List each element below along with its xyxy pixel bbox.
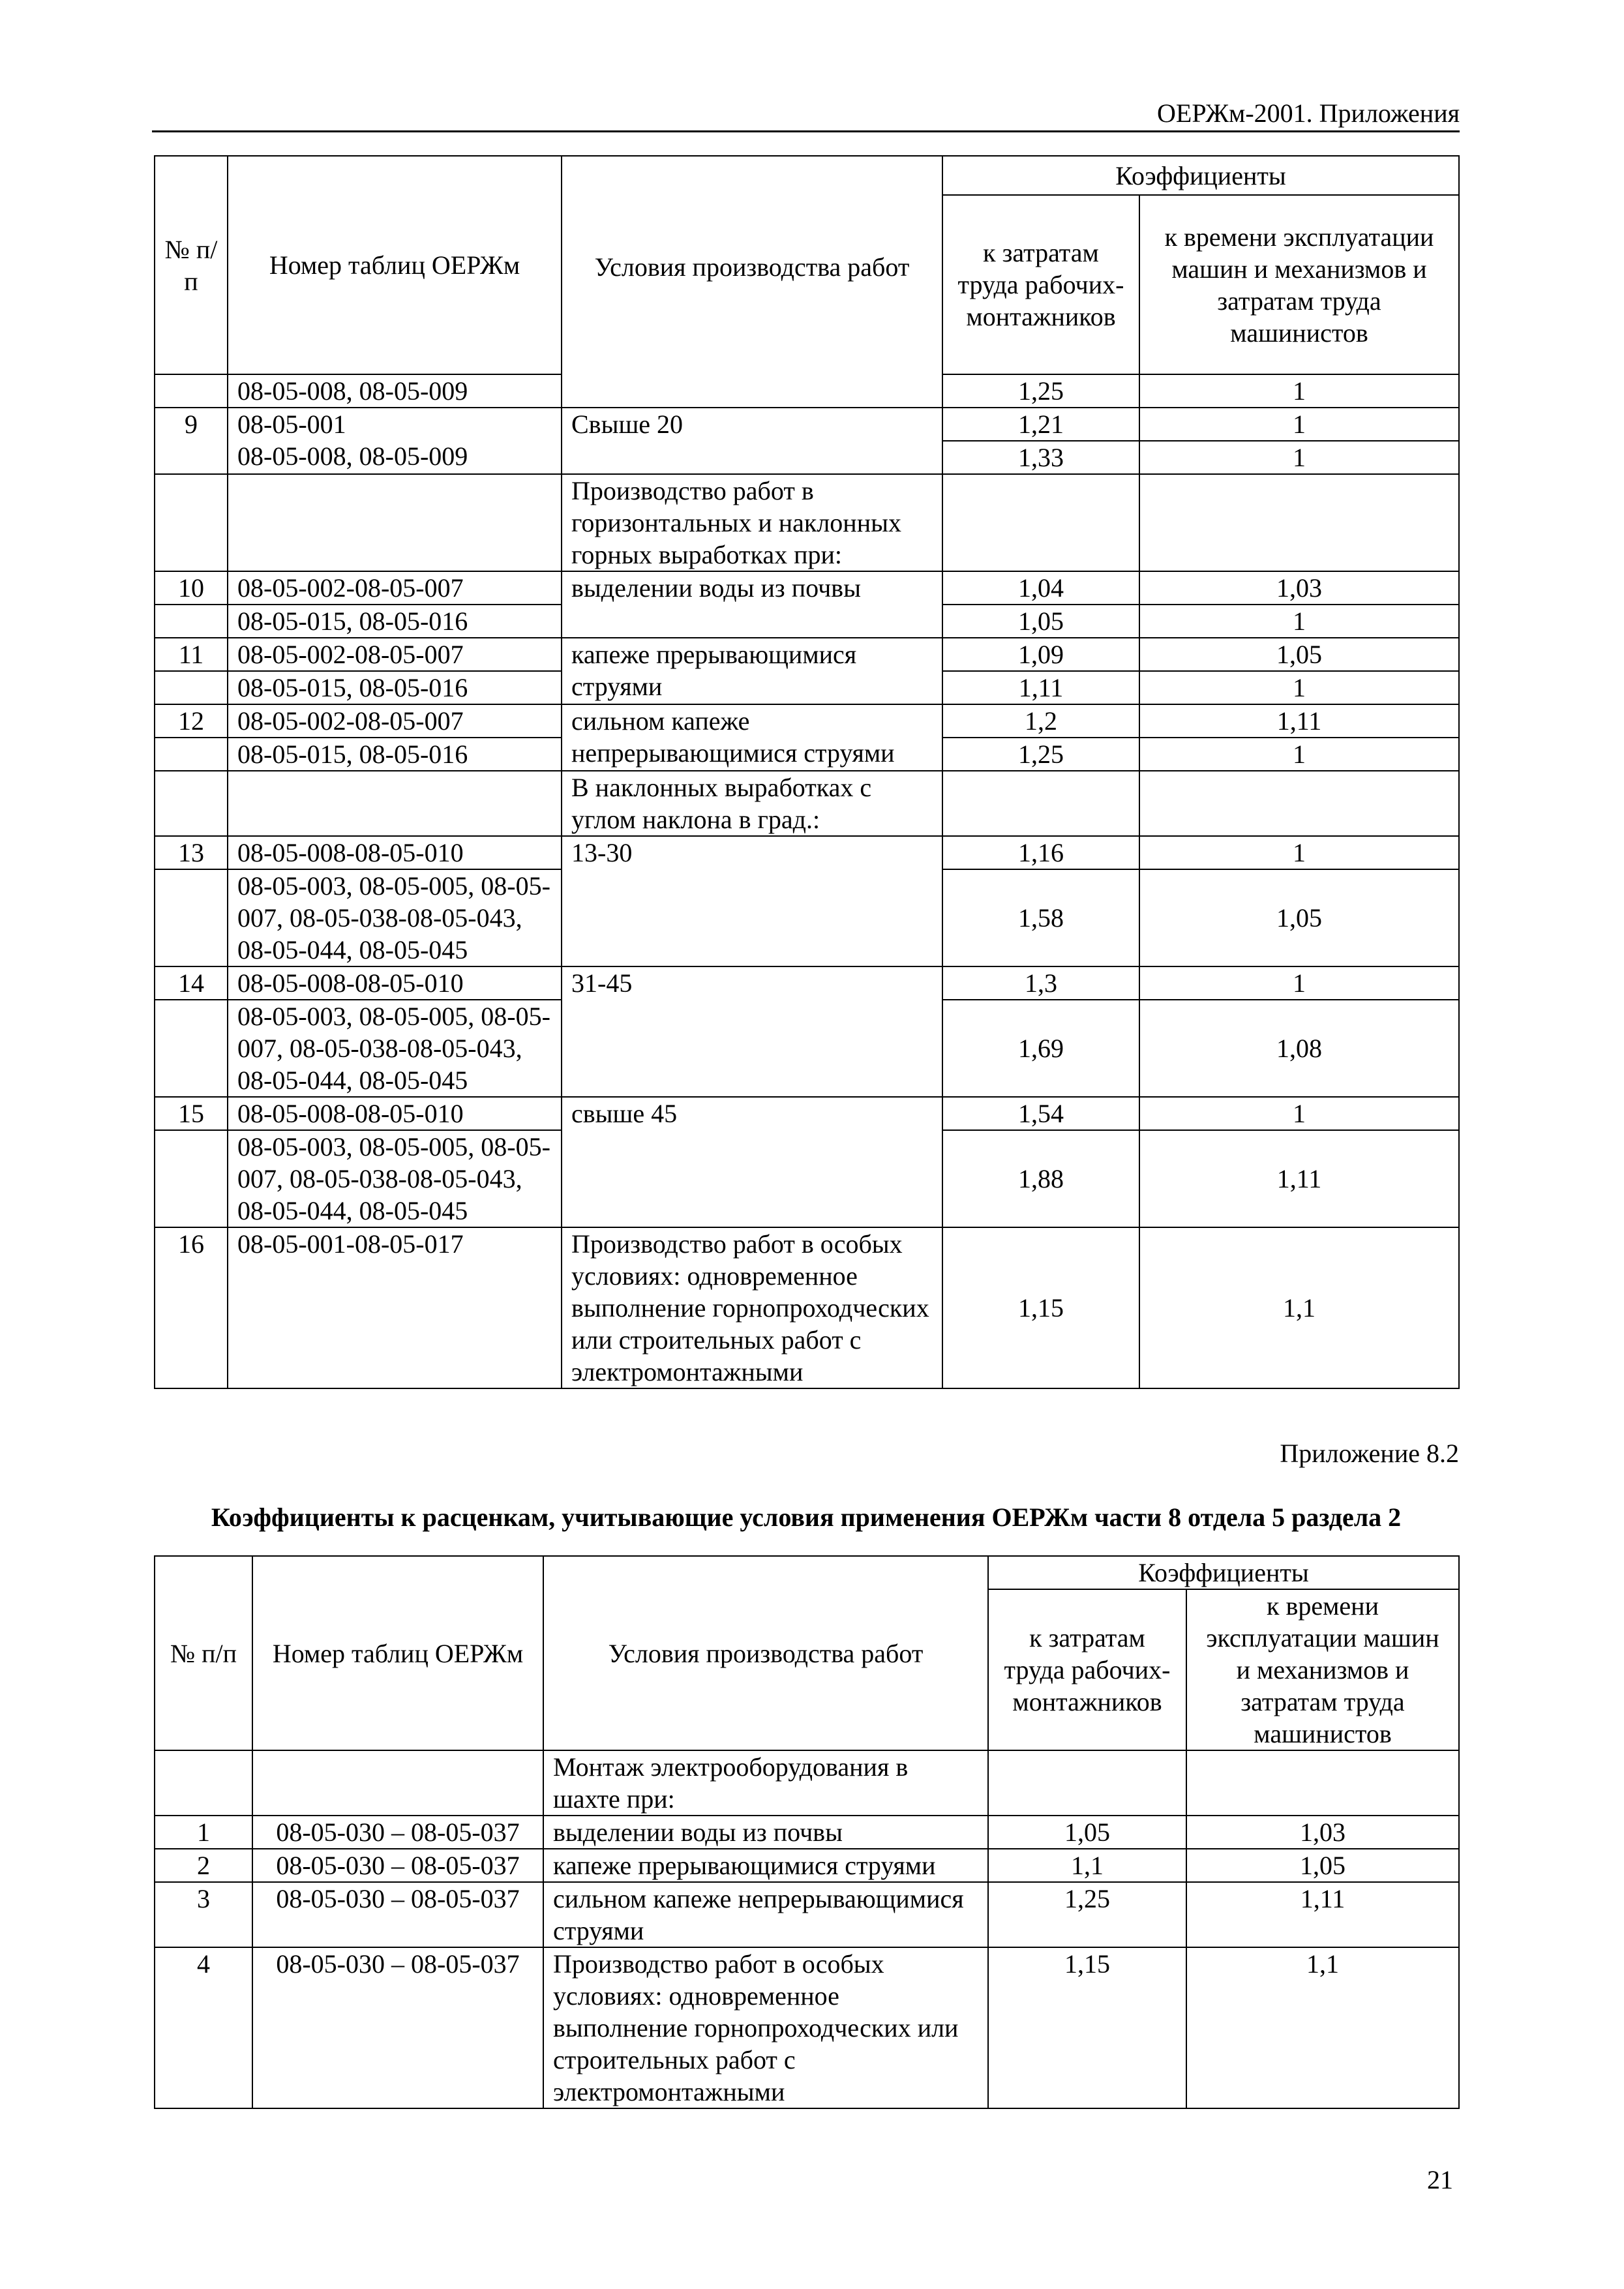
header-conditions: Условия производства работ bbox=[562, 156, 942, 408]
cell-conditions: капеже прерывающимися струями bbox=[562, 638, 942, 704]
cell-labor: 1,25 bbox=[988, 1882, 1186, 1947]
cell-num bbox=[155, 1750, 252, 1816]
cell-labor bbox=[942, 474, 1139, 571]
cell-labor: 1,15 bbox=[988, 1947, 1186, 2108]
cell-labor: 1,88 bbox=[942, 1130, 1139, 1227]
cell-num: 9 bbox=[155, 408, 228, 474]
cell-machines: 1 bbox=[1139, 836, 1459, 869]
cell-tables: 08-05-002-08-05-007 bbox=[228, 638, 562, 671]
cell-machines: 1,05 bbox=[1139, 638, 1459, 671]
cell-tables bbox=[228, 771, 562, 836]
cell-tables: 08-05-015, 08-05-016 bbox=[228, 738, 562, 771]
header-conditions: Условия производства работ bbox=[543, 1556, 988, 1750]
cell-conditions: 31-45 bbox=[562, 966, 942, 1097]
cell-machines: 1,05 bbox=[1139, 869, 1459, 966]
cell-conditions: свыше 45 bbox=[562, 1097, 942, 1227]
cell-machines bbox=[1186, 1750, 1459, 1816]
cell-conditions: Производство работ в горизонтальных и наклонных горных выработках при: bbox=[562, 474, 942, 571]
cell-labor bbox=[942, 771, 1139, 836]
cell-tables bbox=[228, 408, 562, 474]
cell-machines: 1 bbox=[1139, 441, 1459, 474]
cell-tables: 08-05-003, 08-05-005, 08-05-007, 08-05-038-08-05-043, 08-05-044, 08-05-045 bbox=[228, 1000, 562, 1097]
cell-labor: 1,15 bbox=[942, 1227, 1139, 1388]
cell-num: 14 bbox=[155, 966, 228, 1000]
cell-labor: 1,05 bbox=[988, 1816, 1186, 1849]
header-num: № п/п bbox=[155, 1556, 252, 1750]
cell-conditions: В наклонных выработках с углом наклона в град.: bbox=[562, 771, 942, 836]
cell-labor: 1,58 bbox=[942, 869, 1139, 966]
cell-num: 2 bbox=[155, 1849, 252, 1882]
cell-tables: 08-05-030 – 08-05-037 bbox=[252, 1816, 543, 1849]
header-machines: к времени эксплуатации машин и механизмов и затратам труда машинистов bbox=[1186, 1589, 1459, 1750]
cell-machines bbox=[1139, 474, 1459, 571]
cell-labor: 1,69 bbox=[942, 1000, 1139, 1097]
cell-tables bbox=[252, 1750, 543, 1816]
cell-conditions: выделении воды из почвы bbox=[562, 571, 942, 638]
cell-num bbox=[155, 1130, 228, 1227]
cell-machines: 1 bbox=[1139, 374, 1459, 408]
cell-labor bbox=[988, 1750, 1186, 1816]
cell-conditions: сильном капеже непрерывающимися струями bbox=[543, 1882, 988, 1947]
cell-num: 4 bbox=[155, 1947, 252, 2108]
cell-num bbox=[155, 771, 228, 836]
cell-conditions: сильном капеже непрерывающимися струями bbox=[562, 704, 942, 771]
cell-tables: 08-05-008-08-05-010 bbox=[228, 836, 562, 869]
cell-tables: 08-05-030 – 08-05-037 bbox=[252, 1882, 543, 1947]
cell-machines: 1 bbox=[1139, 671, 1459, 704]
running-header bbox=[152, 98, 1460, 132]
cell-conditions: 13-30 bbox=[562, 836, 942, 966]
cell-num: 12 bbox=[155, 704, 228, 738]
cell-num: 13 bbox=[155, 836, 228, 869]
cell-tables: 08-05-015, 08-05-016 bbox=[228, 605, 562, 638]
cell-machines: 1,11 bbox=[1139, 704, 1459, 738]
cell-conditions: выделении воды из почвы bbox=[543, 1816, 988, 1849]
table-2-title: Коэффициенты к расценкам, учитывающие условия применения ОЕРЖм части 8 отдела 5 раздела 2 bbox=[211, 1503, 1402, 1532]
page-number: 21 bbox=[1427, 2165, 1453, 2194]
tables-line: 08-05-001 bbox=[237, 410, 346, 439]
cell-tables: 08-05-008-08-05-010 bbox=[228, 966, 562, 1000]
cell-labor: 1,25 bbox=[942, 374, 1139, 408]
header-tables: Номер таблиц ОЕРЖм bbox=[228, 156, 562, 374]
cell-machines: 1,1 bbox=[1139, 1227, 1459, 1388]
cell-tables: 08-05-002-08-05-007 bbox=[228, 571, 562, 605]
header-num: № п/п bbox=[155, 156, 228, 374]
cell-num bbox=[155, 605, 228, 638]
cell-labor: 1,16 bbox=[942, 836, 1139, 869]
cell-labor: 1,09 bbox=[942, 638, 1139, 671]
cell-labor: 1,21 bbox=[942, 408, 1139, 441]
cell-conditions: Свыше 20 bbox=[562, 408, 942, 474]
header-machines: к времени эксплуатации машин и механизмов и затратам труда машинистов bbox=[1139, 195, 1459, 374]
cell-machines: 1,11 bbox=[1139, 1130, 1459, 1227]
cell-machines: 1 bbox=[1139, 966, 1459, 1000]
cell-machines: 1 bbox=[1139, 1097, 1459, 1130]
header-coef: Коэффициенты bbox=[942, 156, 1459, 195]
cell-machines: 1,11 bbox=[1186, 1882, 1459, 1947]
cell-num bbox=[155, 869, 228, 966]
cell-tables: 08-05-003, 08-05-005, 08-05-007, 08-05-038-08-05-043, 08-05-044, 08-05-045 bbox=[228, 869, 562, 966]
cell-conditions: капеже прерывающимися струями bbox=[543, 1849, 988, 1882]
header-coef: Коэффициенты bbox=[988, 1556, 1459, 1589]
cell-tables: 08-05-003, 08-05-005, 08-05-007, 08-05-038-08-05-043, 08-05-044, 08-05-045 bbox=[228, 1130, 562, 1227]
cell-machines bbox=[1139, 771, 1459, 836]
cell-num bbox=[155, 1000, 228, 1097]
cell-labor: 1,1 bbox=[988, 1849, 1186, 1882]
cell-num: 10 bbox=[155, 571, 228, 605]
cell-conditions: Производство работ в особых условиях: одновременное выполнение горнопроходческих или строительных работ с электромонтажными bbox=[562, 1227, 942, 1388]
header-labor: к затратам труда рабочих-монтажников bbox=[942, 195, 1139, 374]
cell-tables: 08-05-015, 08-05-016 bbox=[228, 671, 562, 704]
cell-labor: 1,05 bbox=[942, 605, 1139, 638]
cell-tables bbox=[228, 474, 562, 571]
cell-machines: 1,05 bbox=[1186, 1849, 1459, 1882]
cell-machines: 1,03 bbox=[1186, 1816, 1459, 1849]
coefficients-table-1 bbox=[154, 155, 1460, 1389]
cell-conditions: Производство работ в особых условиях: одновременное выполнение горнопроходческих или строительных работ с электромонтажными bbox=[543, 1947, 988, 2108]
cell-machines: 1 bbox=[1139, 605, 1459, 638]
cell-num: 16 bbox=[155, 1227, 228, 1388]
cell-tables: 08-05-001-08-05-017 bbox=[228, 1227, 562, 1388]
cell-tables: 08-05-030 – 08-05-037 bbox=[252, 1849, 543, 1882]
cell-labor: 1,3 bbox=[942, 966, 1139, 1000]
cell-num bbox=[155, 738, 228, 771]
cell-labor: 1,04 bbox=[942, 571, 1139, 605]
cell-tables: 08-05-030 – 08-05-037 bbox=[252, 1947, 543, 2108]
header-tables: Номер таблиц ОЕРЖм bbox=[252, 1556, 543, 1750]
cell-tables: 08-05-002-08-05-007 bbox=[228, 704, 562, 738]
cell-labor: 1,11 bbox=[942, 671, 1139, 704]
cell-machines: 1,08 bbox=[1139, 1000, 1459, 1097]
cell-tables: 08-05-008, 08-05-009 bbox=[228, 374, 562, 408]
cell-machines: 1 bbox=[1139, 408, 1459, 441]
cell-labor: 1,33 bbox=[942, 441, 1139, 474]
cell-tables: 08-05-008-08-05-010 bbox=[228, 1097, 562, 1130]
tables-line: 08-05-008, 08-05-009 bbox=[237, 441, 468, 471]
cell-machines: 1,1 bbox=[1186, 1947, 1459, 2108]
cell-num: 1 bbox=[155, 1816, 252, 1849]
cell-num: 3 bbox=[155, 1882, 252, 1947]
header-title: ОЕРЖм-2001. Приложения bbox=[1157, 98, 1460, 128]
cell-conditions: Монтаж электрооборудования в шахте при: bbox=[543, 1750, 988, 1816]
cell-machines: 1,03 bbox=[1139, 571, 1459, 605]
cell-num: 15 bbox=[155, 1097, 228, 1130]
cell-labor: 1,54 bbox=[942, 1097, 1139, 1130]
header-labor: к затратам труда рабочих-монтажников bbox=[988, 1589, 1186, 1750]
cell-labor: 1,2 bbox=[942, 704, 1139, 738]
appendix-label: Приложение 8.2 bbox=[1280, 1439, 1459, 1468]
cell-num: 11 bbox=[155, 638, 228, 671]
cell-machines: 1 bbox=[1139, 738, 1459, 771]
cell-labor: 1,25 bbox=[942, 738, 1139, 771]
coefficients-table-2 bbox=[154, 1555, 1460, 2109]
cell-num bbox=[155, 374, 228, 408]
cell-num bbox=[155, 474, 228, 571]
cell-num bbox=[155, 671, 228, 704]
